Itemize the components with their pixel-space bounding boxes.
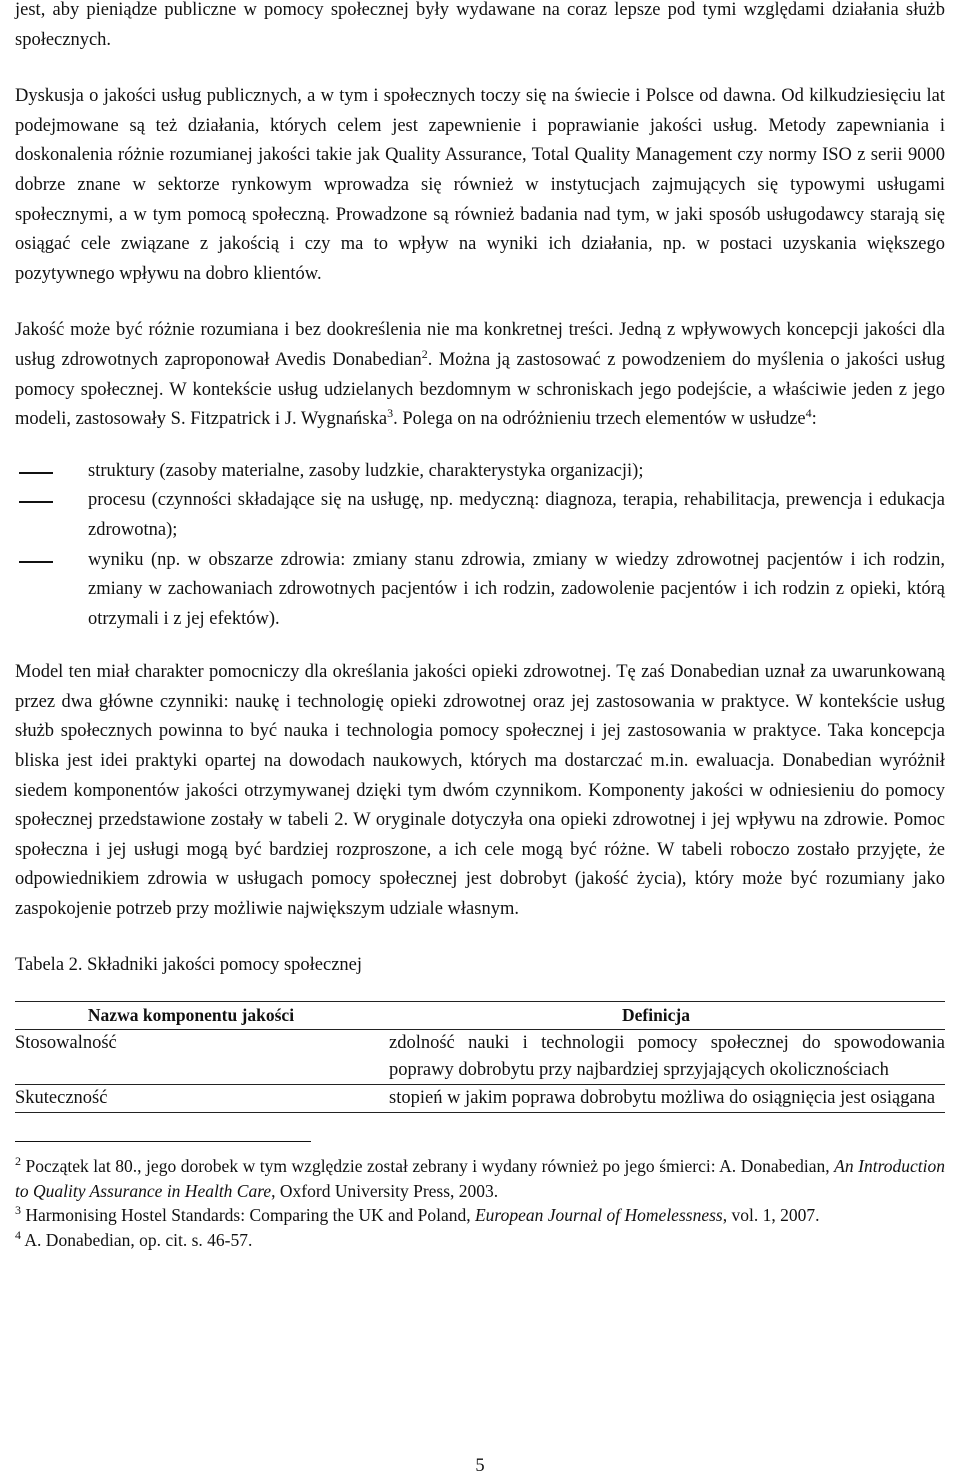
footnote-number: 2 (15, 1154, 21, 1169)
paragraph-1: jest, aby pieniądze publiczne w pomocy społecznej były wydawane na coraz lepsze pod tymi względami działania służb społecznych. (15, 0, 945, 50)
table-header-definition: Definicja (367, 1001, 945, 1029)
footnote-3 (15, 1203, 945, 1228)
footnote-2-tail: , Oxford University Press, 2003. (271, 1180, 499, 1201)
dash-bullet (19, 501, 53, 503)
list-item-text: procesu (czynności składające się na usługę, np. medyczną: diagnoza, terapia, rehabilitacja, prewencja i edukacja zdrowotna); (88, 490, 945, 540)
table-row (15, 1029, 945, 1084)
table-header-name: Nazwa komponentu jakości (15, 1001, 367, 1029)
footnote-3-tail: , vol. 1, 2007. (722, 1205, 820, 1226)
footnote-number: 3 (15, 1203, 21, 1218)
paragraph-3-part-c: . Polega on na odróżnieniu trzech elementów w usłudze (393, 409, 806, 430)
dash-bullet (19, 472, 53, 474)
footnote-4 (15, 1228, 945, 1253)
paragraph-2: Dyskusja o jakości usług publicznych, a w tym i społecznych toczy się na świecie i Polsce od dawna. Od kilkudziesięciu lat podejmowane są też działania, których celem jest zapewnienie i poprawianie jakości usług. Metody zapewniania i doskonalenia różnie rozumianej jakości takie jak Quality Assurance, Total Quality Management czy normy ISO z serii 9000 dobrze znane w sektorze rynkowym wprowadza się również w instytucjach zajmujących się typowymi usługami społecznymi, a w tym pomocą społeczną. Prowadzone są również badania nad tym, w jaki sposób usługodawcy starają się osiągać cele związane z jakością i czy ma to wpływ na wyniki ich działania, np. w postaci uzyskania większego pozytywnego wpływu na dobro klientów. (15, 86, 945, 284)
document-page (15, 0, 945, 1252)
footnote-4-text: A. Donabedian, op. cit. s. 46-57. (24, 1229, 253, 1250)
footnote-2 (15, 1154, 945, 1203)
table-cell-name: Stosowalność (15, 1029, 367, 1084)
footnote-2-title: An Introduction to Quality Assurance in Health Care (15, 1156, 945, 1201)
table-cell-definition: stopień w jakim poprawa dobrobytu możliwa do osiągnięcia jest osiągana (367, 1084, 945, 1112)
list-item-text: struktury (zasoby materialne, zasoby ludzkie, charakterystyka organizacji); (88, 460, 644, 481)
footnote-separator (15, 1141, 311, 1143)
table-caption: Tabela 2. Składniki jakości pomocy społecznej (15, 954, 363, 975)
footnote-number: 4 (15, 1227, 21, 1242)
paragraph-4: Model ten miał charakter pomocniczy dla określania jakości opieki zdrowotnej. Tę zaś Donabedian uznał za uwarunkowaną przez dwa główne czynniki: naukę i technologię opieki zdrowotnej oraz jej zastosowania w praktyce. W kontekście usług służb społecznych powinna to być nauka i technologia pomocy społecznej i jej zastosowania w praktyce. Taka koncepcja bliska jest idei praktyki opartej na dowodach naukowych, których ma dostarczać m.in. ewaluacja. Donabedian wyróżnił siedem komponentów jakości otrzymywanej dzięki tym dwóm czynnikom. Komponenty jakości w odniesieniu do pomocy społecznej przedstawione zostały w tabeli 2. W oryginale dotyczyła ona opieki zdrowotnej i jej wpływu na zdrowie. Pomoc społeczna i jej usługi mogą być bardziej rozproszone, a ich cele mogą być różne. W tabeli roboczo zostało przyjęte, że odpowiednikiem zdrowia w usługach pomocy społecznej jest dobrobyt (jakość życia), który może być rozumiany jako zaspokojenie potrzeb przy możliwie największym udziale własnym. (15, 662, 945, 920)
table-row (15, 1084, 945, 1112)
paragraph-3-part-d: : (811, 409, 817, 430)
dash-bullet (19, 561, 53, 563)
list-item (15, 546, 945, 635)
footnote-2-text: Początek lat 80., jego dorobek w tym względzie został zebrany i wydany również po jego śmierci: A. Donabedian, (25, 1156, 835, 1177)
footnote-3-journal: European Journal of Homelessness (474, 1205, 723, 1226)
paragraph-3 (15, 316, 945, 434)
table-cell-definition: zdolność nauki i technologii pomocy społecznej do spowodowania poprawy dobrobytu przy najbardziej sprzyjających okolicznościach (367, 1029, 945, 1084)
list-item (15, 457, 945, 487)
paragraph-3-part-a: Jakość może być różnie rozumiana i bez dookreślenia nie ma konkretnej treści. Jedną z wpływowych koncepcji jakości dla usług zdrowotnych zaproponował Avedis Donabedian (15, 320, 945, 370)
list-item (15, 486, 945, 545)
table-header-row (15, 1001, 945, 1029)
quality-components-table (15, 1001, 945, 1113)
footnote-ref-2: 2 (421, 346, 428, 361)
footnote-ref-3: 3 (387, 405, 394, 420)
list-item-text: wyniku (np. w obszarze zdrowia: zmiany stanu zdrowia, zmiany w wiedzy zdrowotnej pacjentów i ich rodzin, zmiany w zachowaniach zdrowotnych pacjentów i ich rodzin, zadowolenie pacjentów i ich rodzin z opieki, którą otrzymali i z jej efektów). (88, 549, 945, 629)
paragraph-3-part-b: . Można ją zastosować z powodzeniem do myślenia o jakości usług pomocy społecznej. W kontekście usług udzielanych bezdomnym w schroniskach jego podejście, a właściwie jeden z jego modeli, zastosowały S. Fitzpatrick i J. Wygnańska (15, 349, 945, 430)
footnote-ref-4: 4 (805, 405, 812, 420)
table-cell-name: Skuteczność (15, 1084, 367, 1112)
footnote-3-text: Harmonising Hostel Standards: Comparing the UK and Poland, (25, 1205, 475, 1226)
page-number: 5 (475, 1456, 485, 1476)
elements-list (15, 457, 945, 635)
